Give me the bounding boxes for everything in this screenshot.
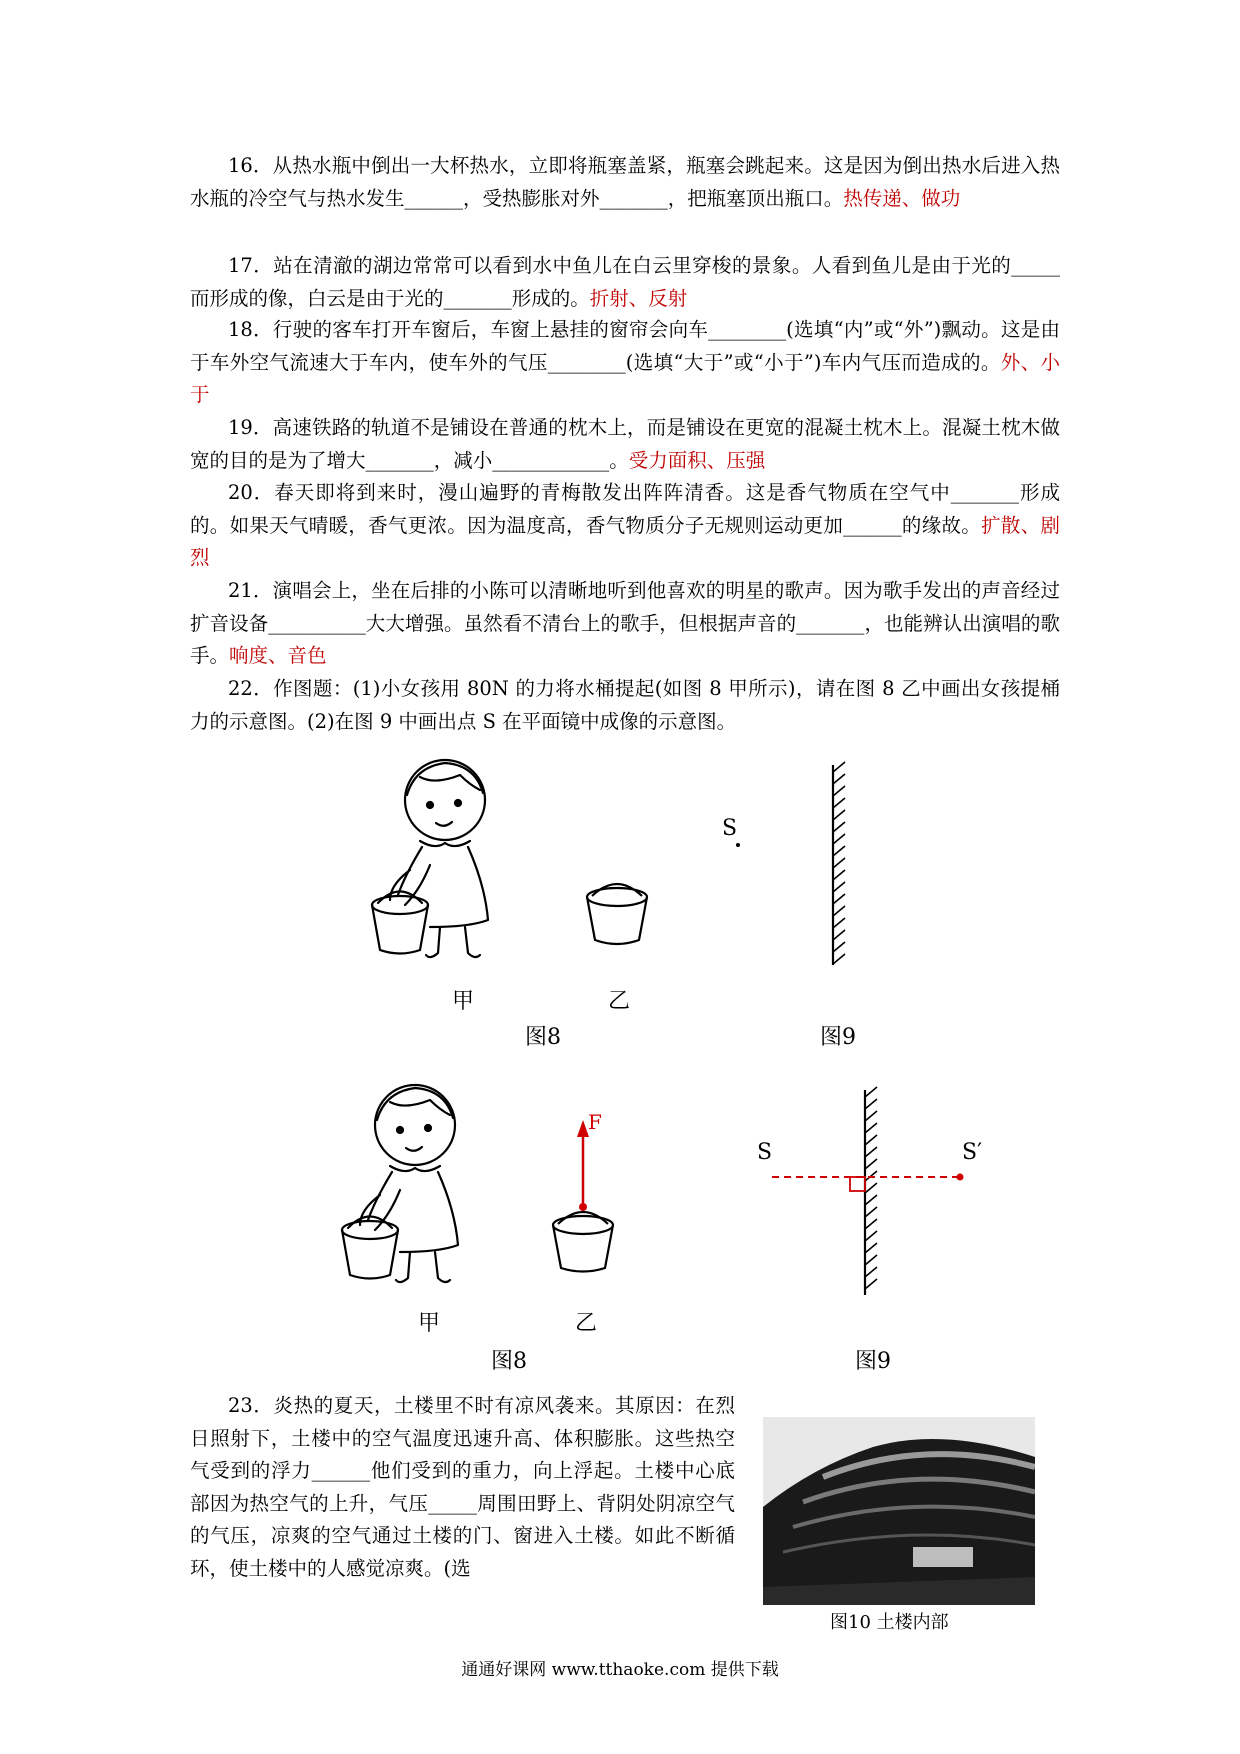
figure-9-answer-mirror <box>760 1085 990 1300</box>
question-18 <box>190 314 1060 412</box>
question-17-answer: 折射、反射 <box>589 286 688 310</box>
answer-label-yi: 乙 <box>575 1311 598 1336</box>
figure-9-mirror <box>730 760 860 970</box>
answer-point-s-label: S <box>757 1140 773 1165</box>
point-s-label: S <box>722 816 738 841</box>
question-18-answer: 外、小于 <box>190 350 1060 406</box>
question-17-text: 17．站在清澈的湖边常常可以看到水中鱼儿在白云里穿梭的景象。人看到鱼儿是由于光的_____而形成的像，白云是由于光的_______形成的。 <box>190 254 1060 310</box>
question-18-text: 18．行驶的客车打开车窗后，车窗上悬挂的窗帘会向车________(选填“内”或“外”)飘动。这是由于车外空气流速大于车内，使车外的气压________(选填“大于”或“小于”)车内气压而造成的。 <box>190 318 1060 374</box>
question-16-text: 16．从热水瓶中倒出一大杯热水，立即将瓶塞盖紧，瓶塞会跳起来。这是因为倒出热水后进入热水瓶的冷空气与热水发生______，受热膨胀对外_______，把瓶塞顶出瓶口。 <box>190 154 1060 210</box>
question-20-answer: 扩散、剧烈 <box>190 513 1060 569</box>
question-21-text: 21．演唱会上，坐在后排的小陈可以清晰地听到他喜欢的明星的歌声。因为歌手发出的声音经过扩音设备__________大大增强。虽然看不清台上的歌手，但根据声音的_______，也能辨认出演唱的歌手。 <box>190 579 1060 667</box>
question-16-answer: 热传递、做功 <box>843 186 961 210</box>
label-yi: 乙 <box>608 989 631 1014</box>
point-s-dot <box>736 843 740 847</box>
page-footer: 通通好课网 www.tthaoke.com 提供下载 <box>461 1660 779 1680</box>
figure-8-answer-girl-illustration <box>330 1080 510 1295</box>
figure-10-caption: 图10 土楼内部 <box>830 1612 949 1633</box>
question-19-answer: 受力面积、压强 <box>628 448 766 472</box>
question-21-answer: 响度、音色 <box>229 644 327 667</box>
answer-figure-9-caption: 图9 <box>855 1349 891 1374</box>
figure-8-bucket-yi <box>582 872 652 947</box>
question-22 <box>190 673 1060 738</box>
force-label: F <box>588 1110 602 1134</box>
question-19 <box>190 412 1060 477</box>
question-17 <box>190 250 1060 315</box>
tulou-interior-photo <box>763 1417 1035 1605</box>
question-23-text: 23．炎热的夏天，土楼里不时有凉风袭来。其原因：在烈日照射下，土楼中的空气温度迅速升高、体积膨胀。这些热空气受到的浮力______他们受到的重力，向上浮起。土楼中心底部因为热空气的上升，气压_____周围田野上、背阴处阴凉空气的气压，凉爽的空气通过土楼的门、窗进入土楼。如此不断循环，使土楼中的人感觉凉爽。(选 <box>190 1394 735 1580</box>
figure-8-answer-bucket-with-force <box>548 1115 618 1275</box>
answer-point-s-prime-label: S′ <box>962 1140 983 1165</box>
question-19-text: 19．高速铁路的轨道不是铺设在普通的枕木上，而是铺设在更宽的混凝土枕木上。混凝土枕木做宽的目的是为了增大_______，减小____________。 <box>190 416 1060 472</box>
question-20-text: 20．春天即将到来时，漫山遍野的青梅散发出阵阵清香。这是香气物质在空气中_______形成的。如果天气晴暖，香气更浓。因为温度高，香气物质分子无规则运动更加______的缘故。 <box>190 481 1060 537</box>
answer-label-jia: 甲 <box>418 1311 441 1336</box>
question-21 <box>190 575 1060 673</box>
figure-9-caption: 图9 <box>820 1025 856 1050</box>
figure-8-caption: 图8 <box>525 1025 561 1050</box>
question-23 <box>190 1390 735 1585</box>
question-22-text: 22．作图题：(1)小女孩用 80N 的力将水桶提起(如图 8 甲所示)，请在图 8 乙中画出女孩提桶力的示意图。(2)在图 9 中画出点 S 在平面镜中成像的示意图。 <box>190 677 1060 733</box>
figure-8-girl-illustration <box>360 755 540 970</box>
label-jia: 甲 <box>452 989 475 1014</box>
question-16 <box>190 150 1060 215</box>
answer-figure-8-caption: 图8 <box>491 1349 527 1374</box>
question-20 <box>190 477 1060 575</box>
